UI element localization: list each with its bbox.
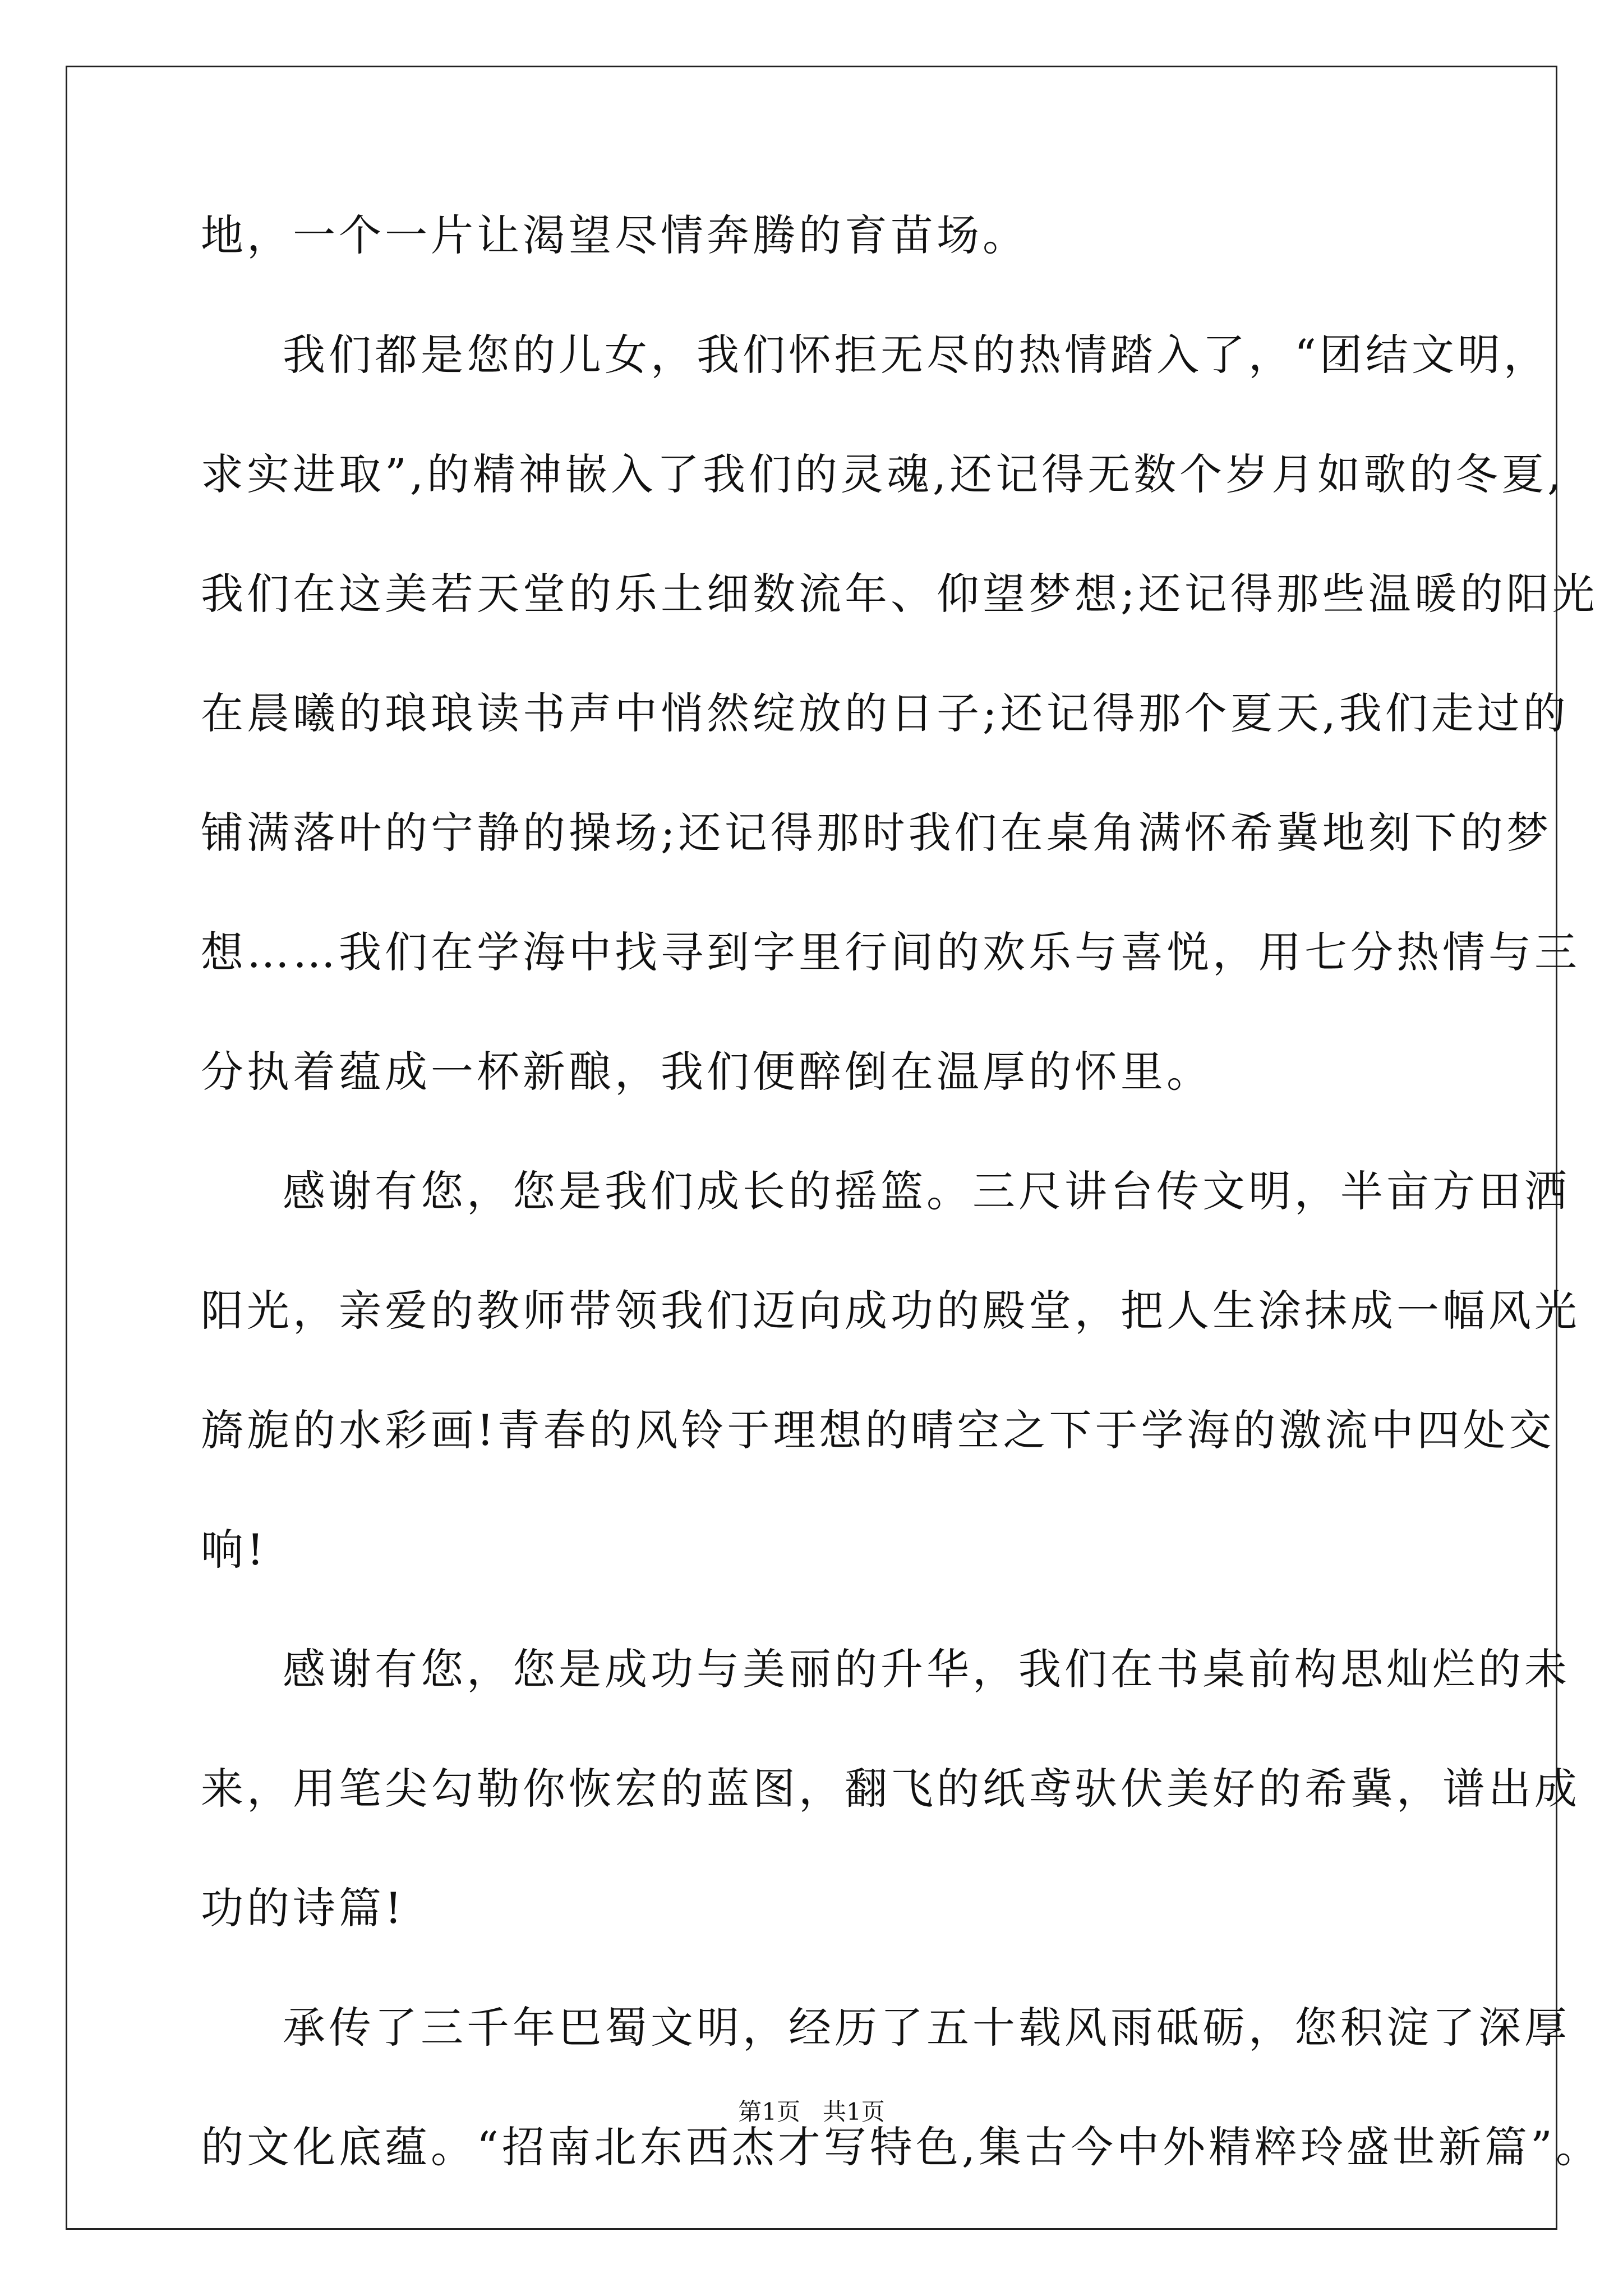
text-line-4: 我们在这美若天堂的乐土细数流年、仰望梦想;还记得那些温暖的阳光	[201, 569, 1598, 619]
text-line-3: 求实进取”,的精神嵌入了我们的灵魂,还记得无数个岁月如歌的冬夏,	[201, 449, 1565, 499]
text-line-1: 地，一个一片让渴望尽情奔腾的育苗场。	[201, 210, 1029, 260]
text-line-17: 的文化底蕴。“招南北东西杰才写特色,集古今中外精粹玲盛世新篇”。	[201, 2122, 1602, 2172]
text-line-11: 旖旎的水彩画!青春的风铃于理想的晴空之下于学海的激流中四处交	[201, 1405, 1555, 1455]
text-line-10: 阳光，亲爱的教师带领我们迈向成功的殿堂，把人生涂抹成一幅风光	[201, 1286, 1580, 1336]
text-line-5: 在晨曦的琅琅读书声中悄然绽放的日子;还记得那个夏天,我们走过的	[201, 688, 1569, 738]
text-line-6: 铺满落叶的宁静的操场;还记得那时我们在桌角满怀希冀地刻下的梦	[201, 808, 1552, 858]
text-line-15: 功的诗篇!	[201, 1883, 405, 1933]
page-number-footer: 第1页 共1页	[738, 2098, 885, 2125]
text-line-12: 响!	[201, 1525, 268, 1575]
text-line-9: 感谢有您，您是我们成长的摇篮。三尺讲台传文明，半亩方田洒	[283, 1166, 1570, 1216]
text-line-16: 承传了三千年巴蜀文明，经历了五十载风雨砥砺，您积淀了深厚	[283, 2003, 1570, 2053]
text-line-2: 我们都是您的儿女，我们怀拒无尽的热情踏入了，“团结文明，	[283, 330, 1550, 380]
text-line-14: 来，用笔尖勾勒你恢宏的蓝图，翻飞的纸鸢驮伏美好的希冀，谱出成	[201, 1764, 1580, 1814]
text-line-8: 分执着蕴成一杯新酿，我们便醉倒在温厚的怀里。	[201, 1047, 1212, 1097]
text-line-7: 想……我们在学海中找寻到字里行间的欢乐与喜悦，用七分热情与三	[201, 927, 1580, 977]
document-body	[201, 208, 1602, 2239]
text-line-13: 感谢有您，您是成功与美丽的升华，我们在书桌前构思灿烂的未	[283, 1644, 1570, 1694]
